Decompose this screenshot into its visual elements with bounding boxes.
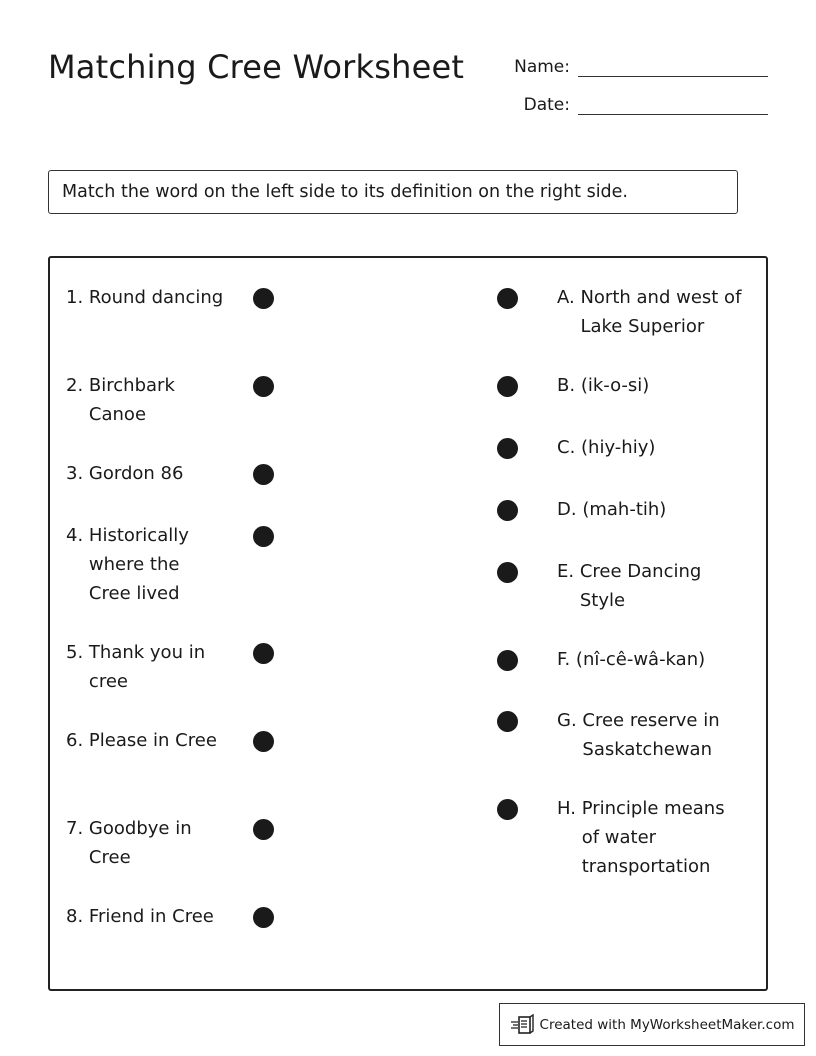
name-input-line[interactable]: [578, 54, 768, 77]
right-match-dot[interactable]: [497, 650, 518, 671]
date-label: Date:: [523, 95, 570, 115]
left-item-number: 6.: [66, 730, 84, 751]
left-item-number: 2.: [66, 375, 84, 396]
left-match-dot[interactable]: [253, 526, 274, 547]
right-item-letter: E.: [557, 561, 575, 582]
date-input-line[interactable]: [578, 92, 768, 115]
footer-text: Created with MyWorksheetMaker.com: [539, 1016, 795, 1033]
left-item-number: 3.: [66, 463, 84, 484]
right-match-dot[interactable]: [497, 562, 518, 583]
right-item-text: North and west of Lake Superior: [580, 287, 742, 337]
left-item-text: Please in Cree: [88, 730, 217, 751]
left-item: [66, 283, 236, 312]
page-title: Matching Cree Worksheet: [48, 48, 465, 86]
name-label: Name:: [514, 57, 570, 77]
right-item: [557, 794, 742, 881]
left-item-text: Goodbye in Cree: [88, 818, 192, 868]
right-item: [557, 557, 717, 615]
left-match-dot[interactable]: [253, 731, 274, 752]
right-item: [557, 371, 757, 400]
right-item-text: (ik-o-si): [580, 375, 650, 396]
left-match-dot[interactable]: [253, 819, 274, 840]
left-item-text: Friend in Cree: [88, 906, 214, 927]
right-item-text: Principle means of water transportation: [581, 798, 725, 877]
right-item-letter: G.: [557, 710, 577, 731]
right-match-dot[interactable]: [497, 376, 518, 397]
right-item-letter: C.: [557, 437, 576, 458]
left-match-dot[interactable]: [253, 907, 274, 928]
right-item-letter: D.: [557, 499, 577, 520]
left-match-dot[interactable]: [253, 288, 274, 309]
worksheet-maker-logo-icon: [510, 1014, 534, 1036]
right-match-dot[interactable]: [497, 711, 518, 732]
right-item-letter: F.: [557, 649, 571, 670]
footer-credit[interactable]: [499, 1003, 805, 1046]
name-field: [490, 54, 768, 77]
left-item-text: Round dancing: [88, 287, 224, 308]
right-match-dot[interactable]: [497, 438, 518, 459]
left-item: [66, 638, 236, 696]
right-match-dot[interactable]: [497, 288, 518, 309]
left-item-number: 8.: [66, 906, 84, 927]
left-item-number: 1.: [66, 287, 84, 308]
left-item: [66, 371, 236, 429]
left-item: [66, 521, 206, 608]
right-item-text: (hiy-hiy): [581, 437, 656, 458]
right-item-text: Cree reserve in Saskatchewan: [582, 710, 720, 760]
left-item-number: 4.: [66, 525, 84, 546]
left-item: [66, 726, 236, 755]
left-item: [66, 814, 236, 872]
left-item-text: Birchbark Canoe: [88, 375, 175, 425]
right-item-letter: H.: [557, 798, 576, 819]
left-match-dot[interactable]: [253, 376, 274, 397]
left-item-number: 5.: [66, 642, 84, 663]
right-item: [557, 645, 757, 674]
right-item: [557, 433, 757, 462]
right-item: [557, 283, 757, 341]
left-item-text: Historically where the Cree lived: [88, 525, 189, 604]
right-match-dot[interactable]: [497, 799, 518, 820]
right-item: [557, 495, 757, 524]
right-item-text: (nî-cê-wâ-kan): [575, 649, 706, 670]
left-match-dot[interactable]: [253, 643, 274, 664]
left-match-dot[interactable]: [253, 464, 274, 485]
right-item: [557, 706, 737, 764]
right-item-text: (mah-tih): [582, 499, 667, 520]
left-item: [66, 459, 236, 488]
right-item-text: Cree Dancing Style: [579, 561, 702, 611]
right-match-dot[interactable]: [497, 500, 518, 521]
instructions-box: Match the word on the left side to its definition on the right side.: [48, 170, 738, 214]
right-item-letter: A.: [557, 287, 575, 308]
right-item-letter: B.: [557, 375, 576, 396]
date-field: [490, 92, 768, 115]
left-item-text: Thank you in cree: [88, 642, 206, 692]
left-item: [66, 902, 236, 931]
left-item-text: Gordon 86: [88, 463, 184, 484]
left-item-number: 7.: [66, 818, 84, 839]
